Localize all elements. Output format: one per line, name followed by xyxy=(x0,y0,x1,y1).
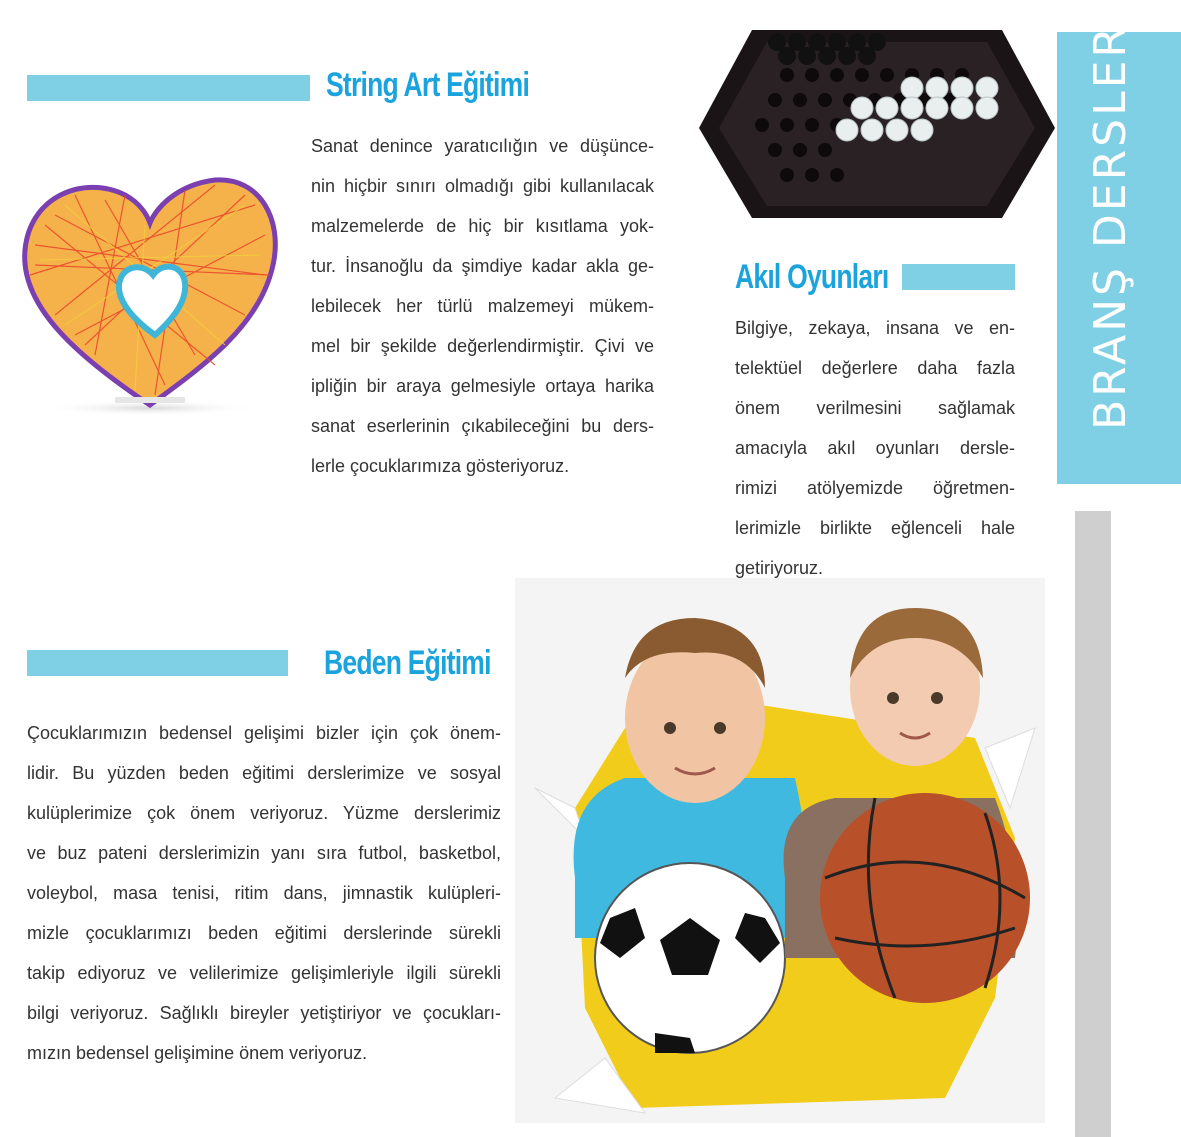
text-line: mızın bedensel gelişimine önem veriyoruz. xyxy=(27,1043,368,1063)
children-sports-photo xyxy=(515,578,1045,1123)
mind-games-heading-bar xyxy=(902,264,1015,290)
text-line: lidir. Bu yüzden beden eğitimi derslerimize ve sosyal xyxy=(27,763,501,783)
text-line: rimizi atölyemizde öğretmen- xyxy=(735,478,1015,498)
physical-ed-title: Beden Eğitimi xyxy=(324,644,491,682)
text-line: Çocuklarımızın bedensel gelişimi bizler için çok önem- xyxy=(27,723,501,743)
string-art-title: String Art Eğitimi xyxy=(326,66,530,104)
text-line: önem verilmesini sağlamak xyxy=(735,398,1015,418)
text-line: telektüel değerlere daha fazla xyxy=(735,358,1015,378)
mind-games-title: Akıl Oyunları xyxy=(735,258,889,296)
text-line: malzemelerde de hiç bir kısıtlama yok- xyxy=(311,216,654,236)
text-line: Sanat denince yaratıcılığın ve düşünce- xyxy=(311,136,654,156)
text-line: lerle çocuklarımıza gösteriyoruz. xyxy=(311,456,570,476)
string-art-heart-image xyxy=(15,165,285,420)
mind-games-paragraph xyxy=(735,308,1015,588)
text-line: ipliğin bir araya gelmesiyle ortaya harika xyxy=(311,376,654,396)
text-line: bilgi veriyoruz. Sağlıklı bireyler yetiştiriyor ve çocukları- xyxy=(27,1003,501,1023)
text-line: amacıyla akıl oyunları dersle- xyxy=(735,438,1015,458)
physical-ed-paragraph xyxy=(27,713,501,1073)
sidebar-title: BRANŞ DERSLERİ xyxy=(1085,8,1136,430)
text-line: sanat eserlerinin çıkabileceğini bu ders- xyxy=(311,416,654,436)
string-art-paragraph xyxy=(311,126,654,486)
text-line: nin hiçbir sınırı olmadığı gibi kullanılacak xyxy=(311,176,654,196)
string-art-heading-bar xyxy=(27,75,310,101)
text-line: ve buz pateni derslerimizin yanı sıra futbol, basketbol, xyxy=(27,843,501,863)
text-line: kulüplerimize çok önem veriyoruz. Yüzme derslerimiz xyxy=(27,803,501,823)
text-line: takip ediyoruz ve velilerimize gelişimleriyle ilgili sürekli xyxy=(27,963,501,983)
text-line: mizle çocuklarımızı beden eğitimi derslerinde sürekli xyxy=(27,923,501,943)
text-line: mel bir şekilde değerlendirmiştir. Çivi ve xyxy=(311,336,654,356)
text-line: voleybol, masa tenisi, ritim dans, jimnastik kulüpleri- xyxy=(27,883,501,903)
text-line: Bilgiye, zekaya, insana ve en- xyxy=(735,318,1015,338)
sidebar-gray-bar xyxy=(1075,511,1111,1137)
text-line: lerimizle birlikte eğlenceli hale xyxy=(735,518,1015,538)
physical-ed-heading-bar xyxy=(27,650,288,676)
mind-game-board-image xyxy=(697,20,1057,225)
text-line: lebilecek her türlü malzemeyi mükem- xyxy=(311,296,654,316)
text-line: tur. İnsanoğlu da şimdiye kadar akla ge- xyxy=(311,256,654,276)
text-line: getiriyoruz. xyxy=(735,558,824,578)
